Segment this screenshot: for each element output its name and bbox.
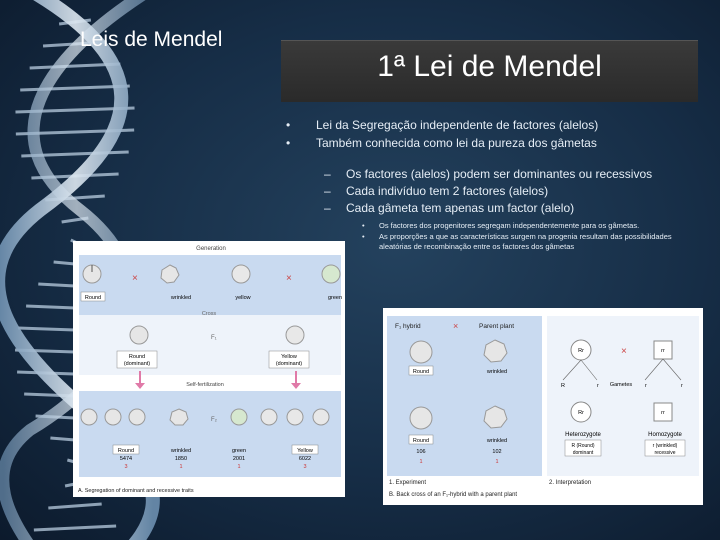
svg-text:r (wrinkled): r (wrinkled): [652, 443, 678, 449]
f2-ratio: 1: [179, 464, 183, 470]
svg-text:106: 106: [416, 449, 426, 455]
bullet-item: • Também conhecida como lei da pureza dos gâmetas: [286, 136, 597, 150]
gametes-label: Gametes: [609, 382, 633, 388]
p-label-round: Round: [84, 295, 102, 301]
f2-generation-band: [79, 391, 341, 477]
sub-sub-bullet-item: • As proporções a que as características surgem na progenia resultam das possibilidades aleatórias de recombinação entre os factores dos gâmetas: [362, 232, 672, 251]
experiment-panel: [387, 316, 542, 476]
f2-ratio: 3: [124, 464, 128, 470]
sub-bullet-item: – Cada gâmeta tem apenas um factor (alelo): [324, 201, 575, 215]
f2-count: 2001: [232, 456, 246, 462]
f2-ratio: 1: [237, 464, 241, 470]
homozygote-label: Homozygote: [648, 432, 682, 438]
svg-text:Yellow: Yellow: [281, 354, 297, 360]
experiment-caption: 1. Experiment: [389, 480, 427, 486]
cross-mark-icon: ×: [453, 321, 459, 331]
f2-label-round: Round: [117, 448, 135, 454]
svg-text:dominant: dominant: [572, 450, 594, 456]
p-label-wrinkled: wrinkled: [170, 295, 192, 301]
bullet-item: • Lei da Segregação independente de factores (alelos): [286, 118, 599, 132]
f2-label-green: green: [231, 448, 247, 454]
svg-text:wrinkled: wrinkled: [486, 369, 508, 375]
seed-round: [410, 407, 432, 429]
svg-text:Rr: Rr: [578, 410, 584, 416]
cross-mark-icon: ×: [286, 273, 292, 284]
svg-text:wrinkled: wrinkled: [486, 438, 508, 444]
parent-plant-header: Parent plant: [479, 323, 515, 330]
svg-text:Round: Round: [412, 438, 430, 444]
f2-label-wrinkled: wrinkled: [170, 448, 192, 454]
svg-text:rr: rr: [661, 410, 665, 416]
f1-label: F₁: [211, 335, 217, 341]
sub-bullet-item: – Os factores (alelos) podem ser dominantes ou recessivos: [324, 167, 653, 181]
p-seed-green: [322, 265, 340, 283]
svg-text:Round: Round: [128, 354, 146, 360]
svg-text:r: r: [597, 383, 599, 389]
f2-count: 6022: [298, 456, 312, 462]
p-label-green: green: [327, 295, 343, 301]
sub-bullet-item: – Cada indivíduo tem 2 factores (alelos): [324, 184, 549, 198]
svg-text:Rr: Rr: [578, 348, 584, 354]
cross-label: Cross: [201, 311, 217, 317]
svg-text:1: 1: [495, 459, 499, 465]
f2-label-yellow: Yellow: [297, 448, 313, 454]
figure-segregation: [73, 241, 345, 497]
section-title: Leis de Mendel: [80, 28, 223, 51]
p-seed-yellow: [232, 265, 250, 283]
svg-text:102: 102: [492, 449, 502, 455]
generation-header: Generation: [196, 246, 226, 252]
cross-mark-icon: ×: [132, 273, 138, 284]
f1-seed-round: [130, 326, 148, 344]
p-label-yellow: yellow: [235, 295, 251, 301]
svg-text:(dominant): (dominant): [275, 361, 303, 367]
bullet-list: [286, 116, 706, 253]
sub-sub-bullet-item: • Os factores dos progenitores segregam independentemente para os gâmetas.: [362, 221, 640, 230]
slide-title: 1ª Lei de Mendel: [377, 50, 602, 83]
f2-count: 5474: [119, 456, 133, 462]
figure-b-caption: B. Back cross of an F₁-hybrid with a parent plant: [389, 492, 518, 498]
p-seed-round: [83, 265, 101, 283]
svg-text:recessive: recessive: [654, 450, 676, 456]
f2-label: F₂: [211, 417, 217, 423]
cross-mark-icon: ×: [621, 346, 627, 357]
svg-text:r: r: [681, 383, 683, 389]
seed-round: [410, 341, 432, 363]
interpretation-caption: 2. Interpretation: [549, 480, 592, 486]
svg-text:rr: rr: [661, 348, 665, 354]
dna-rung: [48, 504, 101, 508]
dna-rung: [34, 526, 116, 530]
figure-back-cross: [383, 308, 703, 505]
svg-text:R (Round): R (Round): [571, 443, 595, 449]
title-box: [281, 40, 698, 102]
svg-text:(dominant): (dominant): [123, 361, 151, 367]
f2-ratio: 3: [303, 464, 307, 470]
f2-count: 1850: [174, 456, 188, 462]
svg-text:1: 1: [419, 459, 423, 465]
svg-text:R: R: [561, 383, 565, 389]
heterozygote-label: Heterozygote: [565, 432, 601, 438]
f1-hybrid-header: F₁ hybrid: [395, 323, 421, 330]
svg-text:r: r: [645, 383, 647, 389]
figure-a-caption: A. Segregation of dominant and recessive traits: [78, 488, 194, 494]
svg-text:Round: Round: [412, 369, 430, 375]
f1-seed-yellow: [286, 326, 304, 344]
selfing-label: Self-fertilization: [186, 382, 224, 388]
